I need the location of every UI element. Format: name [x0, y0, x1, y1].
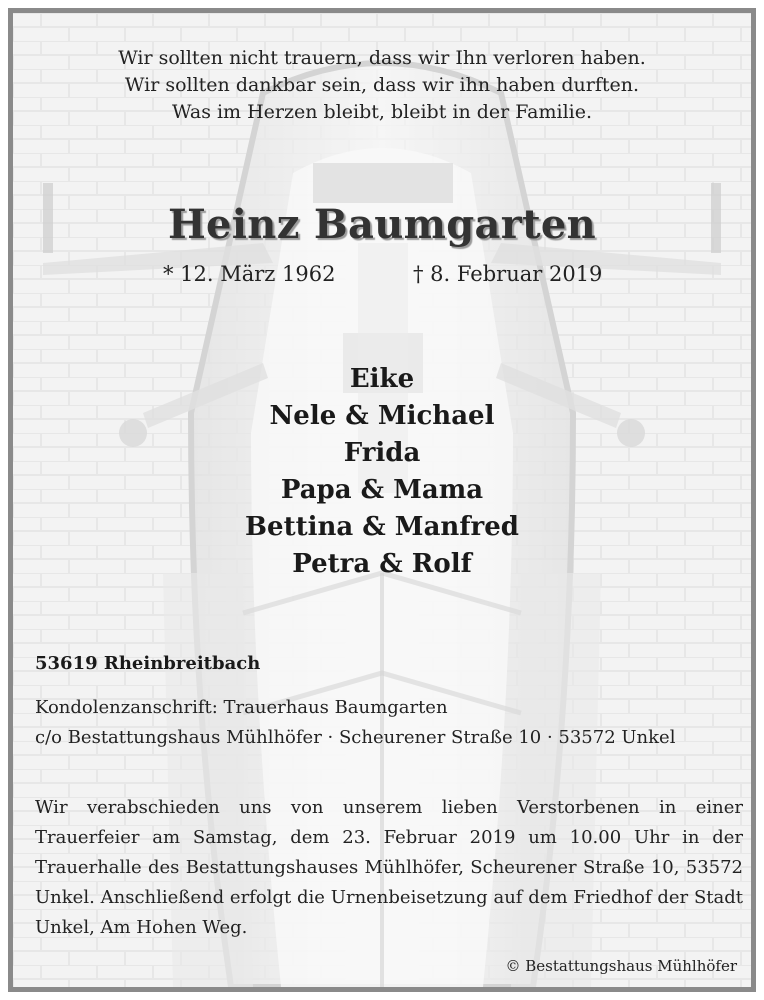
- quote-line: Wir sollten nicht trauern, dass wir Ihn verloren haben.: [118, 47, 646, 69]
- mourner-name: Nele & Michael: [269, 401, 495, 431]
- address-line: c/o Bestattungshaus Mühlhöfer · Scheurener Straße 10 · 53572 Unkel: [35, 727, 676, 748]
- copyright-notice: © Bestattungshaus Mühlhöfer: [505, 957, 737, 975]
- mourner-name: Eike: [349, 364, 415, 394]
- birth-date: * 12. März 1962: [163, 262, 336, 286]
- condolence-address: [35, 693, 675, 753]
- death-date: † 8. Februar 2019: [413, 262, 603, 286]
- quote-line: Was im Herzen bleibt, bleibt in der Familie.: [171, 101, 593, 123]
- mourner-name: Bettina & Manfred: [245, 512, 519, 542]
- notice-frame: [8, 8, 756, 992]
- residence-place: 53619 Rheinbreitbach: [35, 653, 261, 674]
- notice-content: [13, 13, 751, 987]
- mourner-name: Frida: [343, 438, 421, 468]
- mourners-list: [13, 361, 751, 583]
- mourner-name: Petra & Rolf: [292, 549, 472, 579]
- address-line: Kondolenzanschrift: Trauerhaus Baumgarten: [35, 697, 448, 718]
- funeral-ceremony-text: Wir verabschieden uns von unserem lieben Verstorbenen in einer Trauerfeier am Samstag, dem 23. Februar 2019 um 10.00 Uhr in der Trauerhalle des Bestattungshauses Mühlhöfer, Scheurener Straße 10, 53572 Unkel. Anschließend erfolgt die Urnenbeisetzung auf dem Friedhof der Stadt Unkel, Am Hohen Weg.: [35, 797, 743, 938]
- mourner-name: Papa & Mama: [280, 475, 484, 505]
- deceased-name: Heinz Baumgarten: [167, 201, 597, 248]
- quote-line: Wir sollten dankbar sein, dass wir ihn haben durften.: [124, 74, 640, 96]
- memorial-quote: [13, 45, 751, 126]
